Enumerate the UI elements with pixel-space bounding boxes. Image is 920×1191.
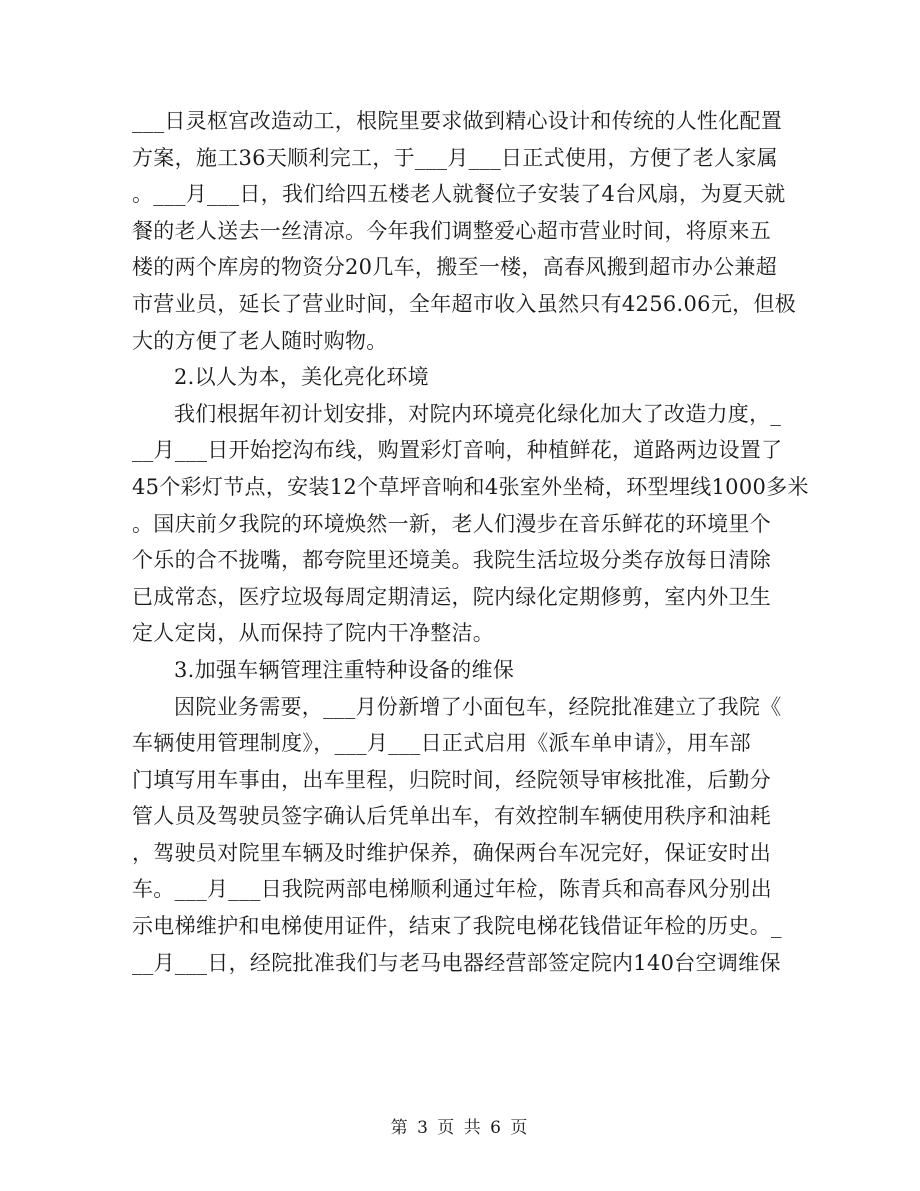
section-heading-3: 3.加强车辆管理注重特种设备的维保 (174, 657, 515, 682)
page-number-footer: 第 3 页 共 6 页 (390, 1118, 530, 1138)
text-line: 餐的老人送去一丝清凉。今年我们调整爱心超市营业时间，将原来五 (132, 218, 771, 243)
text-line: 楼的两个库房的物资分20几车，搬至一楼，高春风搬到超市办公兼超 (132, 255, 778, 280)
text-line: 。___月___日，我们给四五楼老人就餐位子安装了4台风扇，为夏天就 (132, 182, 786, 207)
text-line: ___日灵枢宫改造动工，根院里要求做到精心设计和传统的人性化配置 (132, 109, 783, 133)
text-line: 示电梯维护和电梯使用证件，结束了我院电梯花钱借证年检的历史。_ (132, 914, 782, 939)
text-line: 方案，施工36天顺利完工，于___月___日正式使用，方便了老人家属 (132, 145, 778, 170)
text-line: 市营业员，延长了营业时间，全年超市收入虽然只有4256.06元，但极 (132, 291, 797, 316)
text-line: 车。___月___日我院两部电梯顺利通过年检，陈青兵和高春风分别出 (132, 877, 772, 902)
section-heading-2: 2.以人为本，美化亮化环境 (174, 365, 429, 390)
text-line: 定人定岗，从而保持了院内干净整洁。 (132, 621, 495, 646)
text-line: 个乐的合不拢嘴，都夸院里还境美。我院生活垃圾分类存放每日清除 (132, 548, 771, 573)
text-line: 门填写用车事由，出车里程，归院时间，经院领导审核批准，后勤分 (132, 767, 771, 792)
text-line: 管人员及驾驶员签字确认后凭单出车，有效控制车辆使用秩序和油耗 (132, 804, 771, 829)
text-line: 我们根据年初计划安排，对院内环境亮化绿化加大了改造力度，_ (174, 401, 782, 426)
text-line: 。国庆前夕我院的环境焕然一新，老人们漫步在音乐鲜花的环境里个 (132, 511, 771, 536)
text-line: 车辆使用管理制度》，___月___日正式启用《派车单申请》，用车部 (132, 731, 751, 756)
text-line: 因院业务需要，___月份新增了小面包车，经院批准建立了我院《 (174, 694, 782, 719)
text-line: 大的方便了老人随时购物。 (132, 328, 388, 353)
text-line: __月___日，经院批准我们与老马电器经营部签定院内140台空调维保 (132, 950, 781, 975)
document-body (132, 103, 809, 981)
text-line: __月___日开始挖沟布线，购置彩灯音响，种植鲜花，道路两边设置了 (132, 438, 783, 463)
text-line: 已成常态，医疗垃圾每周定期清运，院内绿化定期修剪，室内外卫生 (132, 584, 771, 609)
text-line: ，驾驶员对院里车辆及时维护保养，确保两台车况完好，保证安时出 (132, 840, 771, 865)
text-line: 45个彩灯节点，安装12个草坪音响和4张室外坐椅，环型埋线1000多米 (132, 474, 809, 499)
